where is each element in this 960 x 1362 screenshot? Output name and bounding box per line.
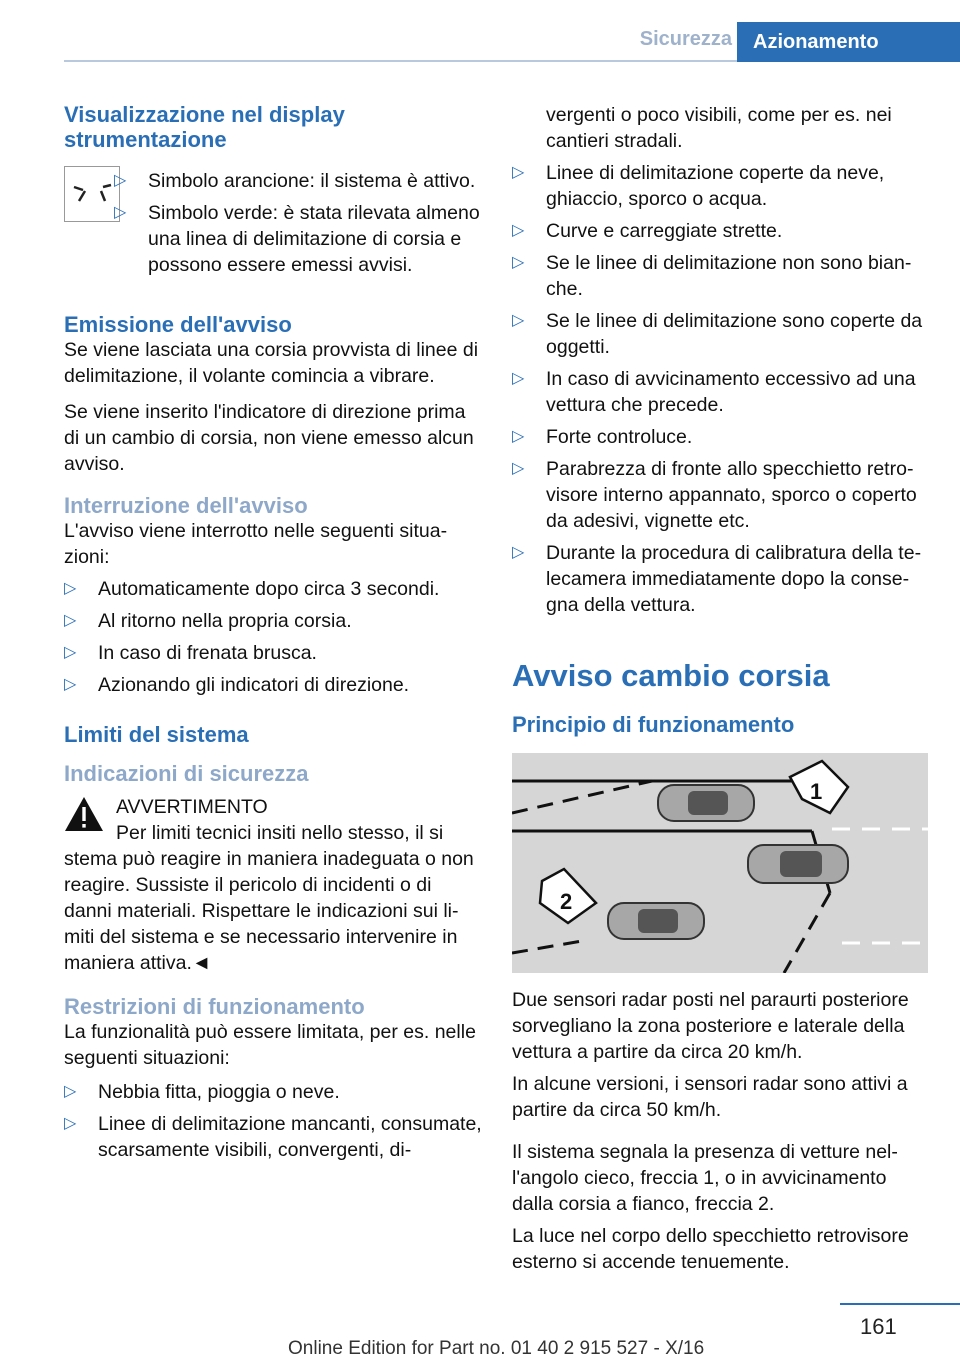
display-block — [64, 168, 482, 278]
principle-title: Principio di funzionamento — [512, 712, 795, 737]
arrow-1-label: 1 — [810, 779, 823, 804]
principle-paragraph-3: Il sistema segnala la presenza di vetture nell'angolo cieco, freccia 1, o in avvicinamento dalla corsia a fianco, freccia 2. — [512, 1141, 898, 1215]
principle-paragraph-4: La luce nel corpo dello specchietto retrovisore esterno si accende tenuemente. — [512, 1225, 909, 1273]
list-item: ▷ In caso di frenata brusca. — [64, 642, 317, 664]
list-item: ▷ Forte controluce. — [512, 426, 693, 448]
triangle-bullet-icon: ▷ — [64, 644, 77, 661]
header-section-tab[interactable]: Sicurezza — [639, 28, 732, 50]
triangle-bullet-icon: ▷ — [512, 312, 525, 329]
car-middle — [748, 845, 848, 883]
list-item: ▷ Linee di delimitazione mancanti, consumate, scarsamente visibili, convergenti, di- — [64, 1113, 482, 1161]
list-item: ▷ Al ritorno nella propria corsia. — [64, 610, 352, 632]
triangle-bullet-icon: ▷ — [512, 460, 525, 477]
triangle-bullet-icon: ▷ — [64, 612, 77, 629]
list-item: ▷ Simbolo verde: è stata rilevata almeno una linea di delimitazione di corsia e possono essere emessi avvisi. — [114, 202, 480, 276]
triangle-bullet-icon: ▷ — [512, 254, 525, 271]
triangle-bullet-icon: ▷ — [512, 428, 525, 445]
interruption-list — [64, 576, 482, 698]
footer-edition: Online Edition for Part no. 01 40 2 915 527 - X/16 — [288, 1338, 705, 1359]
lane-change-figure — [512, 753, 928, 973]
limits-title: Limiti del sistema — [64, 722, 249, 747]
list-item: ▷ Automaticamente dopo circa 3 secondi. — [64, 578, 440, 600]
list-item: ▷ In caso di avvicinamento eccessivo ad una vettura che precede. — [512, 368, 916, 416]
footer-rule — [840, 1303, 960, 1305]
warning-triangle-icon — [64, 796, 104, 832]
warning-block — [64, 794, 482, 976]
list-item: ▷ Se le linee di delimitazione sono coperte da oggetti. — [512, 310, 923, 358]
display-title: Visualizzazione nel display strumentazione — [64, 102, 345, 152]
list-item: ▷ Curve e carreggiate strette. — [512, 220, 783, 242]
restrictions-intro: La funzionalità può essere limitata, per es. nelle seguenti situazioni: — [64, 1021, 476, 1069]
arrow-2-label: 2 — [560, 889, 573, 914]
principle-paragraph-2: In alcune versioni, i sensori radar sono attivi a partire da circa 50 km/h. — [512, 1073, 908, 1121]
triangle-bullet-icon: ▷ — [512, 544, 525, 561]
list-item: ▷ Linee di delimitazione coperte da neve, ghiaccio, sporco o acqua. — [512, 162, 885, 210]
warning-label: AVVERTIMENTO — [116, 796, 268, 818]
triangle-bullet-icon: ▷ — [512, 222, 525, 239]
right-column — [512, 102, 932, 1275]
restrictions-list — [64, 1079, 482, 1163]
list-continuation: vergenti o poco visibili, come per es. nei cantieri stradali. — [546, 104, 892, 152]
restrictions-title: Restrizioni di funzionamento — [64, 994, 365, 1019]
list-item: ▷ Nebbia fitta, pioggia o neve. — [64, 1081, 340, 1103]
lane-lines-symbol-icon — [64, 166, 120, 222]
safety-title: Indicazioni di sicurezza — [64, 761, 309, 786]
emission-title: Emissione dell'avviso — [64, 312, 292, 337]
left-column — [64, 102, 482, 1169]
list-item: ▷ Azionando gli indicatori di direzione. — [64, 674, 410, 696]
lane-change-illustration — [512, 753, 928, 973]
emission-paragraph-1: Se viene lasciata una corsia provvista di linee di delimitazione, il volante comincia a vibrare. — [64, 339, 479, 387]
list-item: ▷ Se le linee di delimitazione non sono bianche. — [512, 252, 912, 300]
emission-paragraph-2: Se viene inserito l'indicatore di direzione prima di un cambio di corsia, non viene emesso alcun avviso. — [64, 401, 474, 475]
triangle-bullet-icon: ▷ — [512, 370, 525, 387]
triangle-bullet-icon: ▷ — [64, 676, 77, 693]
car-top — [658, 785, 754, 821]
triangle-bullet-icon: ▷ — [64, 1115, 77, 1132]
interruption-intro: L'avviso viene interrotto nelle seguenti situazioni: — [64, 520, 448, 568]
triangle-bullet-icon: ▷ — [114, 204, 127, 221]
page-number: 161 — [860, 1314, 897, 1339]
display-list — [114, 168, 482, 278]
triangle-bullet-icon: ▷ — [64, 580, 77, 597]
principle-paragraph-1: Due sensori radar posti nel paraurti posteriore sorvegliano la zona posteriore e laterale della vettura a partire da circa 20 km/h. — [512, 989, 909, 1063]
list-item: ▷ Simbolo arancione: il sistema è attivo. — [114, 170, 476, 192]
triangle-bullet-icon: ▷ — [512, 164, 525, 181]
section-title: Avviso cambio corsia — [512, 658, 830, 693]
list-item: ▷ Durante la procedura di calibratura della telecamera immediatamente dopo la consegna della vettura. — [512, 542, 922, 616]
interruption-title: Interruzione dell'avviso — [64, 493, 308, 518]
triangle-bullet-icon: ▷ — [64, 1083, 77, 1100]
header-active-tab[interactable]: Azionamento — [737, 22, 960, 62]
triangle-bullet-icon: ▷ — [114, 172, 127, 189]
warning-text-first: Per limiti tecnici insiti nello stesso, il si — [116, 822, 444, 844]
list-item: ▷ Parabrezza di fronte allo specchietto retrovisore interno appannato, sporco o coperto da adesivi, vignette etc. — [512, 458, 917, 532]
restrictions-list-continued — [512, 160, 932, 618]
car-bottom — [608, 903, 704, 939]
warning-text-rest: stema può reagire in maniera inadeguata o non reagire. Sussiste il pericolo di incidenti o di danni materiali. Rispettare le indicazioni sui limiti del sistema e se necessario intervenire in maniera attiva.◄ — [64, 848, 474, 974]
